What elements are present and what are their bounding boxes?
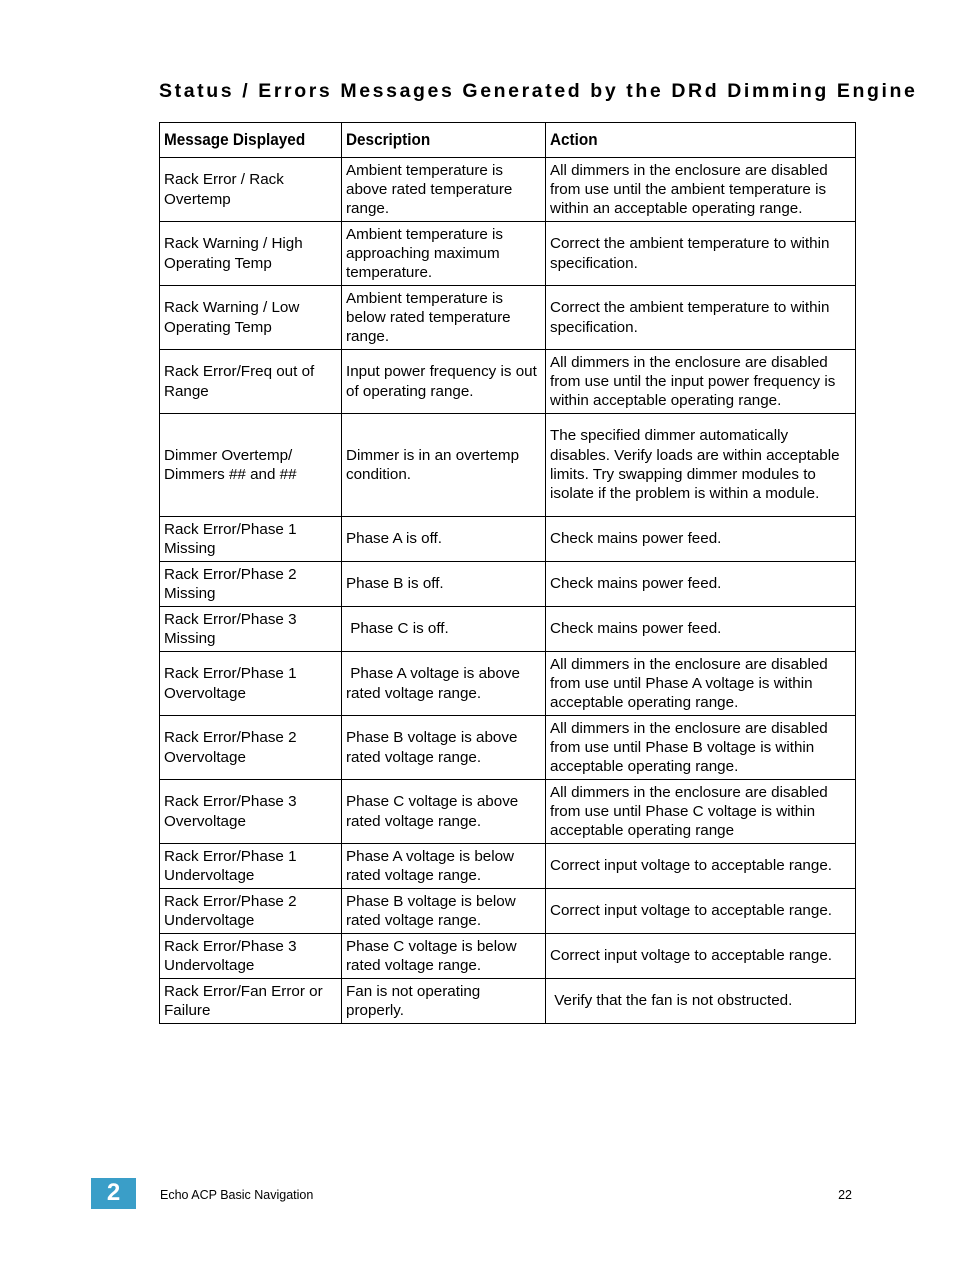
chapter-number-badge: 2 (91, 1178, 136, 1209)
action-cell: Correct the ambient temperature to within specification. (546, 222, 856, 286)
description-cell: Fan is not operating properly. (342, 979, 546, 1024)
message-cell: Rack Error/Phase 3 Missing (160, 607, 342, 652)
description-cell: Input power frequency is out of operating range. (342, 350, 546, 414)
action-cell: All dimmers in the enclosure are disabled from use until Phase A voltage is within acceptable operating range. (546, 652, 856, 716)
message-cell: Rack Error/Phase 3 Overvoltage (160, 780, 342, 844)
table-row (160, 716, 856, 780)
action-cell: All dimmers in the enclosure are disabled from use until Phase B voltage is within acceptable operating range. (546, 716, 856, 780)
description-cell: Ambient temperature is below rated temperature range. (342, 286, 546, 350)
table-row (160, 780, 856, 844)
table-row (160, 934, 856, 979)
message-cell: Rack Error/Phase 2 Missing (160, 562, 342, 607)
action-cell: Check mains power feed. (546, 517, 856, 562)
page-title: Status / Errors Messages Generated by the DRd Dimming Engine (159, 80, 918, 102)
message-cell: Rack Error/Freq out of Range (160, 350, 342, 414)
action-cell: Correct input voltage to acceptable range. (546, 934, 856, 979)
description-cell: Dimmer is in an overtemp condition. (342, 414, 546, 517)
table-row (160, 350, 856, 414)
description-cell: Ambient temperature is approaching maximum temperature. (342, 222, 546, 286)
message-cell: Rack Error/Phase 1 Overvoltage (160, 652, 342, 716)
action-cell: All dimmers in the enclosure are disabled from use until the input power frequency is within acceptable operating range. (546, 350, 856, 414)
message-cell: Rack Error/Fan Error or Failure (160, 979, 342, 1024)
footer-section-title: Echo ACP Basic Navigation (160, 1188, 314, 1202)
description-cell: Phase B voltage is below rated voltage range. (342, 889, 546, 934)
message-cell: Rack Error/Phase 1 Undervoltage (160, 844, 342, 889)
table-row (160, 222, 856, 286)
action-cell: All dimmers in the enclosure are disabled from use until Phase C voltage is within acceptable operating range (546, 780, 856, 844)
message-cell: Rack Warning / High Operating Temp (160, 222, 342, 286)
table-row (160, 414, 856, 517)
action-cell: All dimmers in the enclosure are disabled from use until the ambient temperature is within an acceptable operating range. (546, 158, 856, 222)
message-cell: Rack Warning / Low Operating Temp (160, 286, 342, 350)
column-header-message: Message Displayed (160, 123, 342, 158)
action-cell: Verify that the fan is not obstructed. (546, 979, 856, 1024)
description-cell: Phase C voltage is below rated voltage range. (342, 934, 546, 979)
description-cell: Phase C voltage is above rated voltage range. (342, 780, 546, 844)
message-cell: Rack Error / Rack Overtemp (160, 158, 342, 222)
table-row (160, 889, 856, 934)
description-cell: Ambient temperature is above rated temperature range. (342, 158, 546, 222)
description-cell: Phase B voltage is above rated voltage range. (342, 716, 546, 780)
description-cell: Phase B is off. (342, 562, 546, 607)
table-header-row (160, 123, 856, 158)
message-cell: Rack Error/Phase 3 Undervoltage (160, 934, 342, 979)
message-cell: Rack Error/Phase 2 Undervoltage (160, 889, 342, 934)
table-row (160, 844, 856, 889)
description-cell: Phase A is off. (342, 517, 546, 562)
description-cell: Phase C is off. (342, 607, 546, 652)
table-row (160, 607, 856, 652)
message-cell: Dimmer Overtemp/ Dimmers ## and ## (160, 414, 342, 517)
action-cell: Correct input voltage to acceptable range. (546, 889, 856, 934)
action-cell: The specified dimmer automatically disables. Verify loads are within acceptable limits. Try swapping dimmer modules to isolate if the problem is within a module. (546, 414, 856, 517)
table-row (160, 652, 856, 716)
message-cell: Rack Error/Phase 1 Missing (160, 517, 342, 562)
action-cell: Correct the ambient temperature to within specification. (546, 286, 856, 350)
action-cell: Correct input voltage to acceptable range. (546, 844, 856, 889)
column-header-action: Action (546, 123, 856, 158)
table-row (160, 517, 856, 562)
action-cell: Check mains power feed. (546, 607, 856, 652)
table-row (160, 286, 856, 350)
description-cell: Phase A voltage is below rated voltage range. (342, 844, 546, 889)
table-row (160, 158, 856, 222)
message-cell: Rack Error/Phase 2 Overvoltage (160, 716, 342, 780)
action-cell: Check mains power feed. (546, 562, 856, 607)
description-cell: Phase A voltage is above rated voltage range. (342, 652, 546, 716)
table-row (160, 979, 856, 1024)
column-header-description: Description (342, 123, 546, 158)
status-messages-table (159, 122, 856, 1024)
page-number: 22 (838, 1188, 852, 1202)
table-row (160, 562, 856, 607)
